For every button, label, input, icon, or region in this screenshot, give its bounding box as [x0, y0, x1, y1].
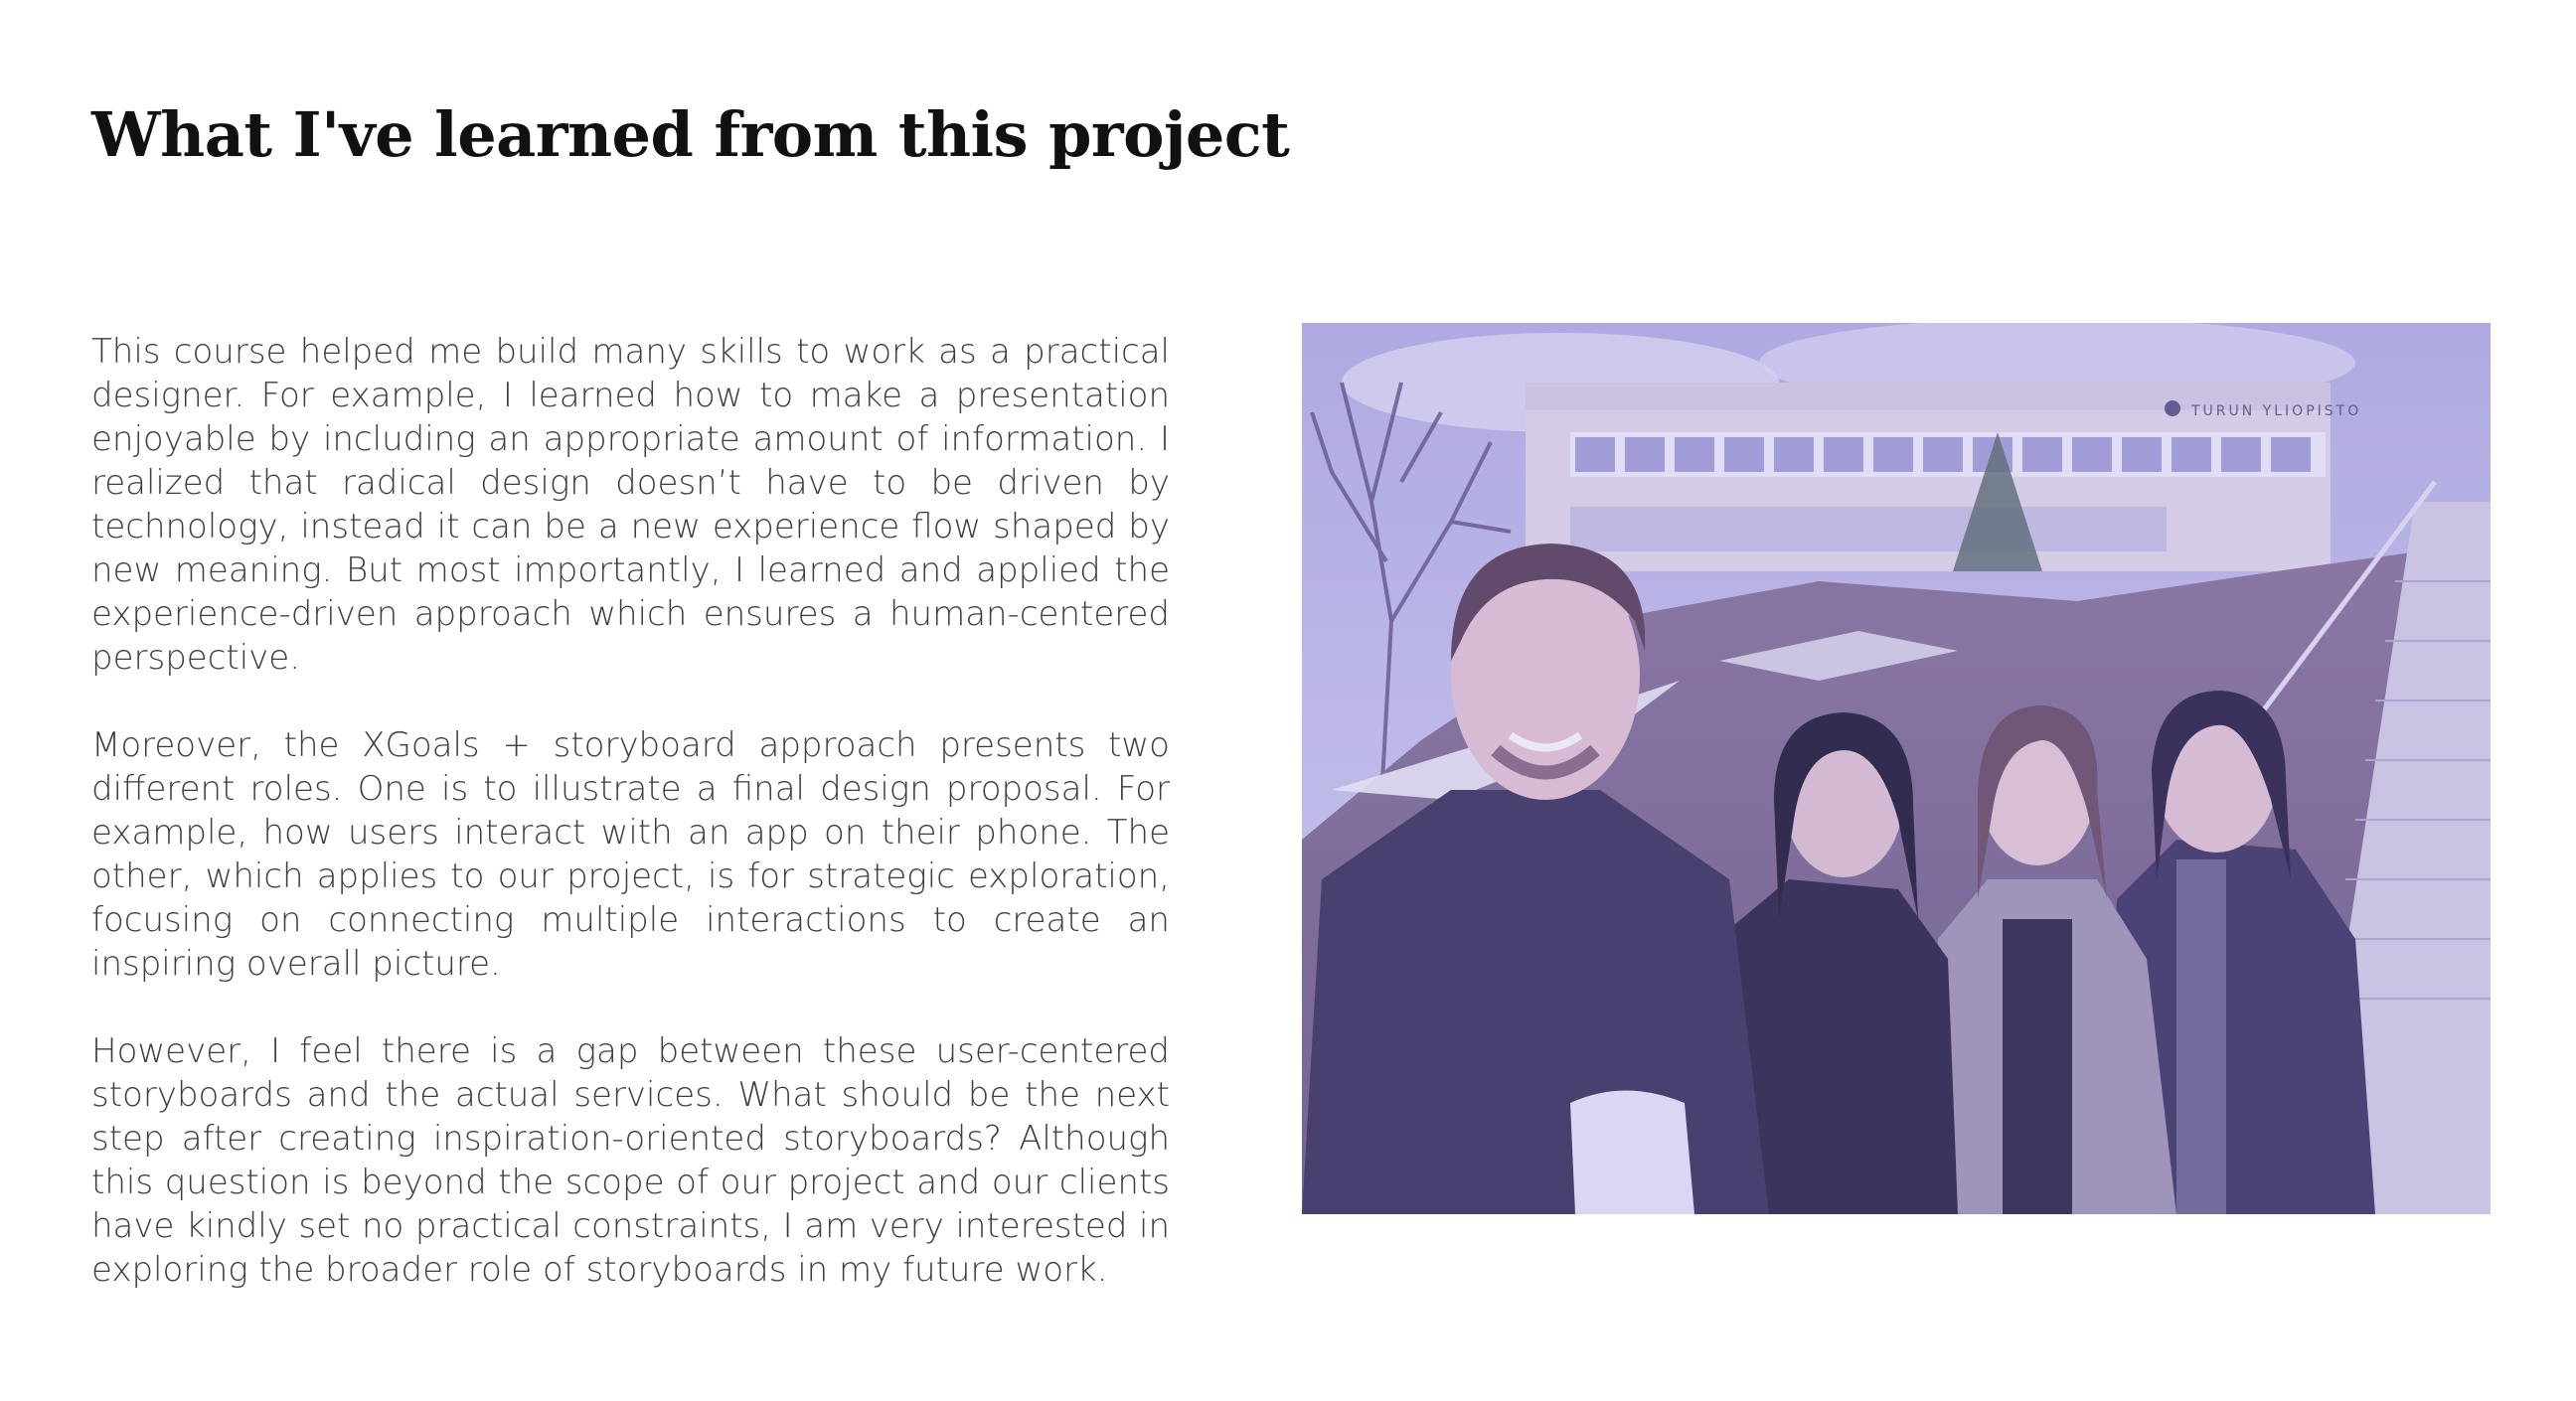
photo-tint — [1302, 323, 2491, 1214]
paragraph-roles: Moreover, the XGoals + storyboard approach presents two different roles. One is to illustrate a final design proposal. For example, how users interact with an app on their phone. The other, which applies to our project, is for strategic exploration, focusing on connecting multiple interactions to create an inspiring overall picture. — [91, 725, 1170, 984]
group-selfie-photo — [1302, 323, 2491, 1214]
paragraph-skills: This course helped me build many skills to work as a practical designer. For example, I learned how to make a presentation enjoyable by including an appropriate amount of information. I realized that radical design doesn’t have to be driven by technology, instead it can be a new experience flow shaped by new meaning. But most importantly, I learned and applied the experience-driven approach which ensures a human-centered perspective. — [91, 332, 1170, 678]
building-sign: TURUN YLIOPISTO — [2191, 403, 2362, 419]
paragraph-gap: However, I feel there is a gap between these user-centered storyboards and the actual services. What should be the next step after creating inspiration-oriented storyboards? Although this question is beyond the scope of our project and our clients have kindly set no practical constraints, I am very interested in exploring the broader role of storyboards in my future work. — [91, 1031, 1170, 1290]
photo-illustration — [1302, 323, 2491, 1214]
page-title: What I've learned from this project — [91, 98, 1290, 171]
body-text — [91, 330, 1170, 1335]
